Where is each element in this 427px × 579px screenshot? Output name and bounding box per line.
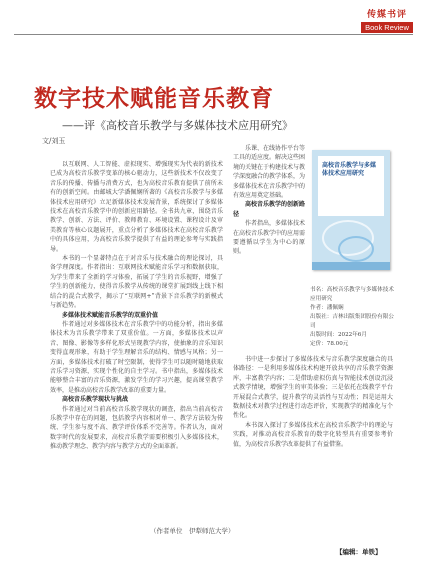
book-info-title: 书名：高校音乐教学与多媒体技术应用研究: [310, 287, 394, 302]
section-heading: 高校音乐教学的创新路径: [233, 201, 305, 218]
editor-credit: 【编辑：单铁】: [336, 548, 382, 556]
body-column-1: [50, 160, 223, 535]
book-cover-decoration-inner: [338, 236, 374, 262]
book-info-price: 定价：78.00元: [310, 341, 349, 347]
book-info-date: 出版时间：2022年6月: [310, 332, 367, 338]
author-affiliation: （作者单位 伊犁师范大学）: [150, 527, 235, 535]
book-cover-image: [312, 150, 390, 270]
body-column-2-lower: [233, 355, 393, 505]
book-info-publisher: 出版社：吉林出版集团股份有限公司: [310, 314, 394, 329]
article-title: 数字技术赋能音乐教育: [34, 86, 274, 112]
body-paragraph: 以互联网、人工智能、虚拟现实、增强现实为代表的新技术已成为高校音乐教学变革的核心驱动力，这些新技术不仅改变了音乐的传播、传播与消费方式，也为高校音乐教育提供了前所未有的创新空间。由邮城大学潘佩娴所著的《高校音乐教学与多媒体技术应用研究》立足新媒体技术发展背景，系统探讨了多媒体技术在高校音乐教学中的创新应用路径。全书共九章，围绕音乐教学、创新、方法、评价、教师教育、环境设置、课程设计及审美教育等核心议题展开，重点分析了多媒体技术在高校音乐教学中的具体应用，为高校音乐教学提供了有益的理论参考与实践指导。: [50, 161, 223, 253]
body-paragraph: 作者通过对多媒体技术在音乐教学中的功能分析，指出多媒体技术为音乐教学带来了双重价值。一方面，多媒体技术以声音、图像、影像等多样化形式呈现教学内容，使抽象的音乐知识变得直观形象，有助于学生理解音乐的结构、情感与风格；另一方面，多媒体技术打破了时空限制，使得学生可以随时随地获取音乐学习资源，实现个性化的自主学习。书中指出，多媒体技术能够整合丰富的音乐资源，激发学生的学习兴趣，提高课堂教学效率，是推动高校音乐教学改革的重要力量。: [50, 320, 223, 394]
book-cover-base: [312, 262, 390, 270]
body-paragraph: 作者指出，多媒体技术在高校音乐教学中的应用需要遵循以学生为中心的原则。: [233, 220, 305, 256]
body-paragraph: 乐课、在线协作平台等工具的适应度。解决这些困境的关键在于构建技术与教学深度融合的教学体系，为多媒体技术在音乐教学中的有效应用奠定基础。: [233, 145, 305, 200]
article-author: 文/刘玉: [42, 137, 66, 145]
book-info: [310, 286, 395, 349]
section-name-en: Book Review: [361, 22, 413, 33]
article-subtitle: ——评《高校音乐教学与多媒体技术应用研究》: [62, 119, 293, 132]
body-column-2: [233, 144, 305, 355]
header-rule: [14, 34, 413, 35]
book-cover-label: [318, 156, 384, 216]
book-info-author: 作者：潘佩娴: [310, 305, 344, 311]
body-paragraph: 本书的一个显著特点在于对音乐与技术融合的理论探讨，具备学理深度。作者指出：互联网技术赋能音乐学习和数据获取，为学生带来了全新的学习体验，拓展了学生的音乐视野，增强了学生的创新能力，使得音乐教学从传统的课堂扩展到线上线下相结合的混合式教学，揭示了“互联网+”背景下音乐教学的新模式与新趋势。: [50, 255, 223, 310]
section-name-cn: 传媒书评: [366, 10, 407, 20]
book-cover-title: 高校音乐教学与多媒体技术应用研究: [322, 162, 377, 177]
section-heading: 多媒体技术赋能音乐教学的双重价值: [62, 311, 159, 319]
body-paragraph: 书中进一步探讨了多媒体技术与音乐教学深度融合的具体路径：一是利用多媒体技术构建开放共享的音乐教学资源库，丰富教学内容；二是借助虚拟仿真与智能技术创设沉浸式教学情境，增强学生的审美体验；三是依托在线教学平台开展混合式教学，提升教学的灵活性与互动性；四是运用大数据技术对教学过程进行动态评价，实现教学的精准化与个性化。: [233, 356, 393, 420]
section-heading: 高校音乐教学现状与挑战: [62, 396, 129, 404]
body-paragraph: 作者通过对当前高校音乐教学现状的调查，指出当前高校音乐教学中存在的问题，包括教学内容相对单一、教学方法较为传统、学生参与度不高、教学评价体系不完善等。作者认为，面对数字时代的发展要求，高校音乐教学需要积极引入多媒体技术，推动教学理念、教学内容与教学方式的全面革新。: [50, 405, 223, 451]
section-header: [361, 10, 413, 33]
body-paragraph: 本书深入探讨了多媒体技术在高校音乐教学中的理论与实践，对推动高校音乐教育的数字化转型具有重要参考价值，为高校音乐教学改革提供了有益借鉴。: [233, 421, 393, 448]
